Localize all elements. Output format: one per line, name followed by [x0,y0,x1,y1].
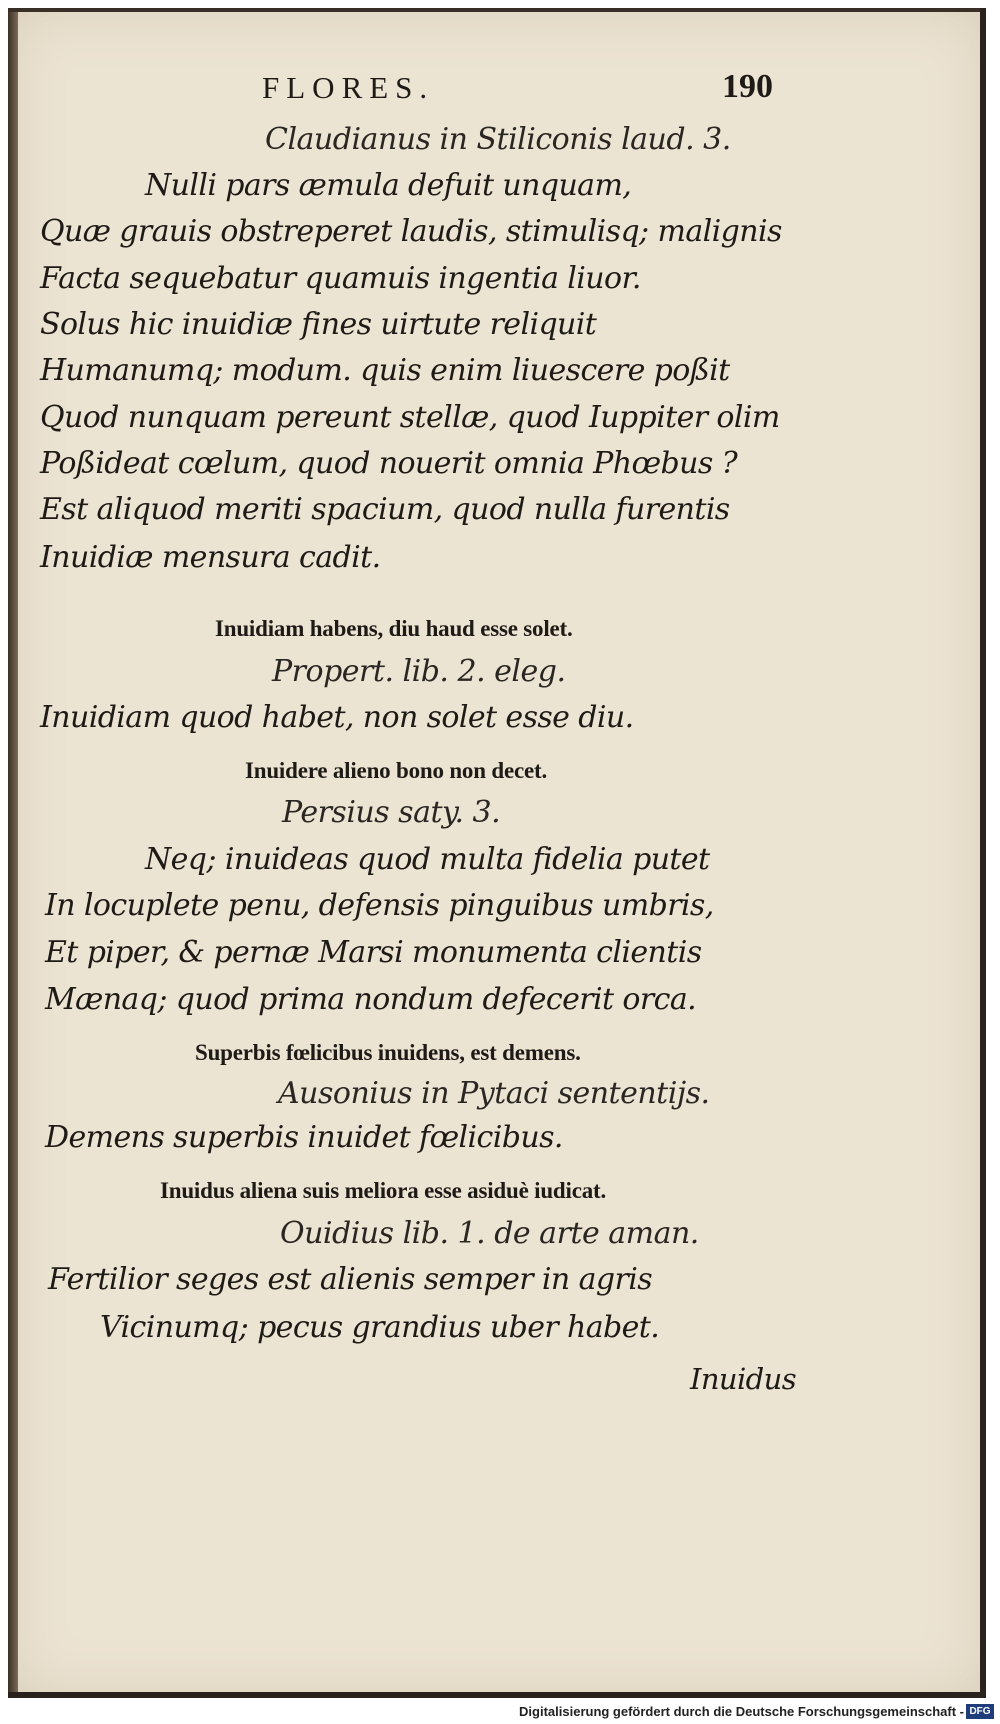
verse-line: Et piper, & pernæ Marsi monumenta clientis [45,935,702,970]
section-heading: Inuidus aliena suis meliora esse asiduè iudicat. [160,1178,607,1203]
section-heading: Superbis fœlicibus inuidens, est demens. [195,1040,581,1065]
source-citation: Ouidius lib. 1. de arte aman. [280,1216,699,1251]
funding-note: Digitalisierung gefördert durch die Deutsche Forschungsgemeinschaft - [519,1704,964,1719]
verse-line: Fertilior seges est alienis semper in agris [48,1262,653,1297]
verse-line: Nulli pars æmula defuit unquam, [145,168,632,203]
book-edge-left [8,8,18,1698]
verse-line: Poßideat cœlum, quod nouerit omnia Phœbus ? [40,446,738,481]
section-heading: Inuidere alieno bono non decet. [245,758,547,783]
running-head: FLORES. [262,70,435,105]
verse-line: Facta sequebatur quamuis ingentia liuor. [40,261,641,296]
verse-line: Humanumq; modum. quis enim liuescere poßit [40,353,730,388]
catchword: Inuidus [690,1362,797,1396]
verse-line: Quæ grauis obstreperet laudis, stimulisq; malignis [40,214,782,249]
section-heading: Inuidiam habens, diu haud esse solet. [215,616,573,641]
verse-line: Neq; inuideas quod multa fidelia putet [145,842,710,877]
book-edge-bottom [8,1692,986,1698]
page-number: 190 [722,68,773,105]
verse-line: Inuidiam quod habet, non solet esse diu. [40,700,634,735]
verse-line: Mænaq; quod prima nondum defecerit orca. [45,982,697,1017]
book-edge-top [8,8,986,12]
source-citation: Claudianus in Stiliconis laud. 3. [265,122,731,157]
verse-line: Vicinumq; pecus grandius uber habet. [100,1310,660,1345]
dfg-logo-icon: DFG [966,1704,994,1719]
book-edge-right [980,8,986,1698]
verse-line: Demens superbis inuidet fœlicibus. [45,1120,563,1155]
source-citation: Propert. lib. 2. eleg. [272,654,566,689]
verse-line: In locuplete penu, defensis pinguibus umbris, [45,888,714,923]
verse-line: Est aliquod meriti spacium, quod nulla furentis [40,492,730,527]
verse-line: Quod nunquam pereunt stellæ, quod Iuppiter olim [40,400,780,435]
source-citation: Persius saty. 3. [282,795,501,830]
verse-line: Solus hic inuidiæ fines uirtute reliquit [40,307,597,342]
verse-line: Inuidiæ mensura cadit. [40,540,381,575]
source-citation: Ausonius in Pytaci sententijs. [278,1076,710,1111]
